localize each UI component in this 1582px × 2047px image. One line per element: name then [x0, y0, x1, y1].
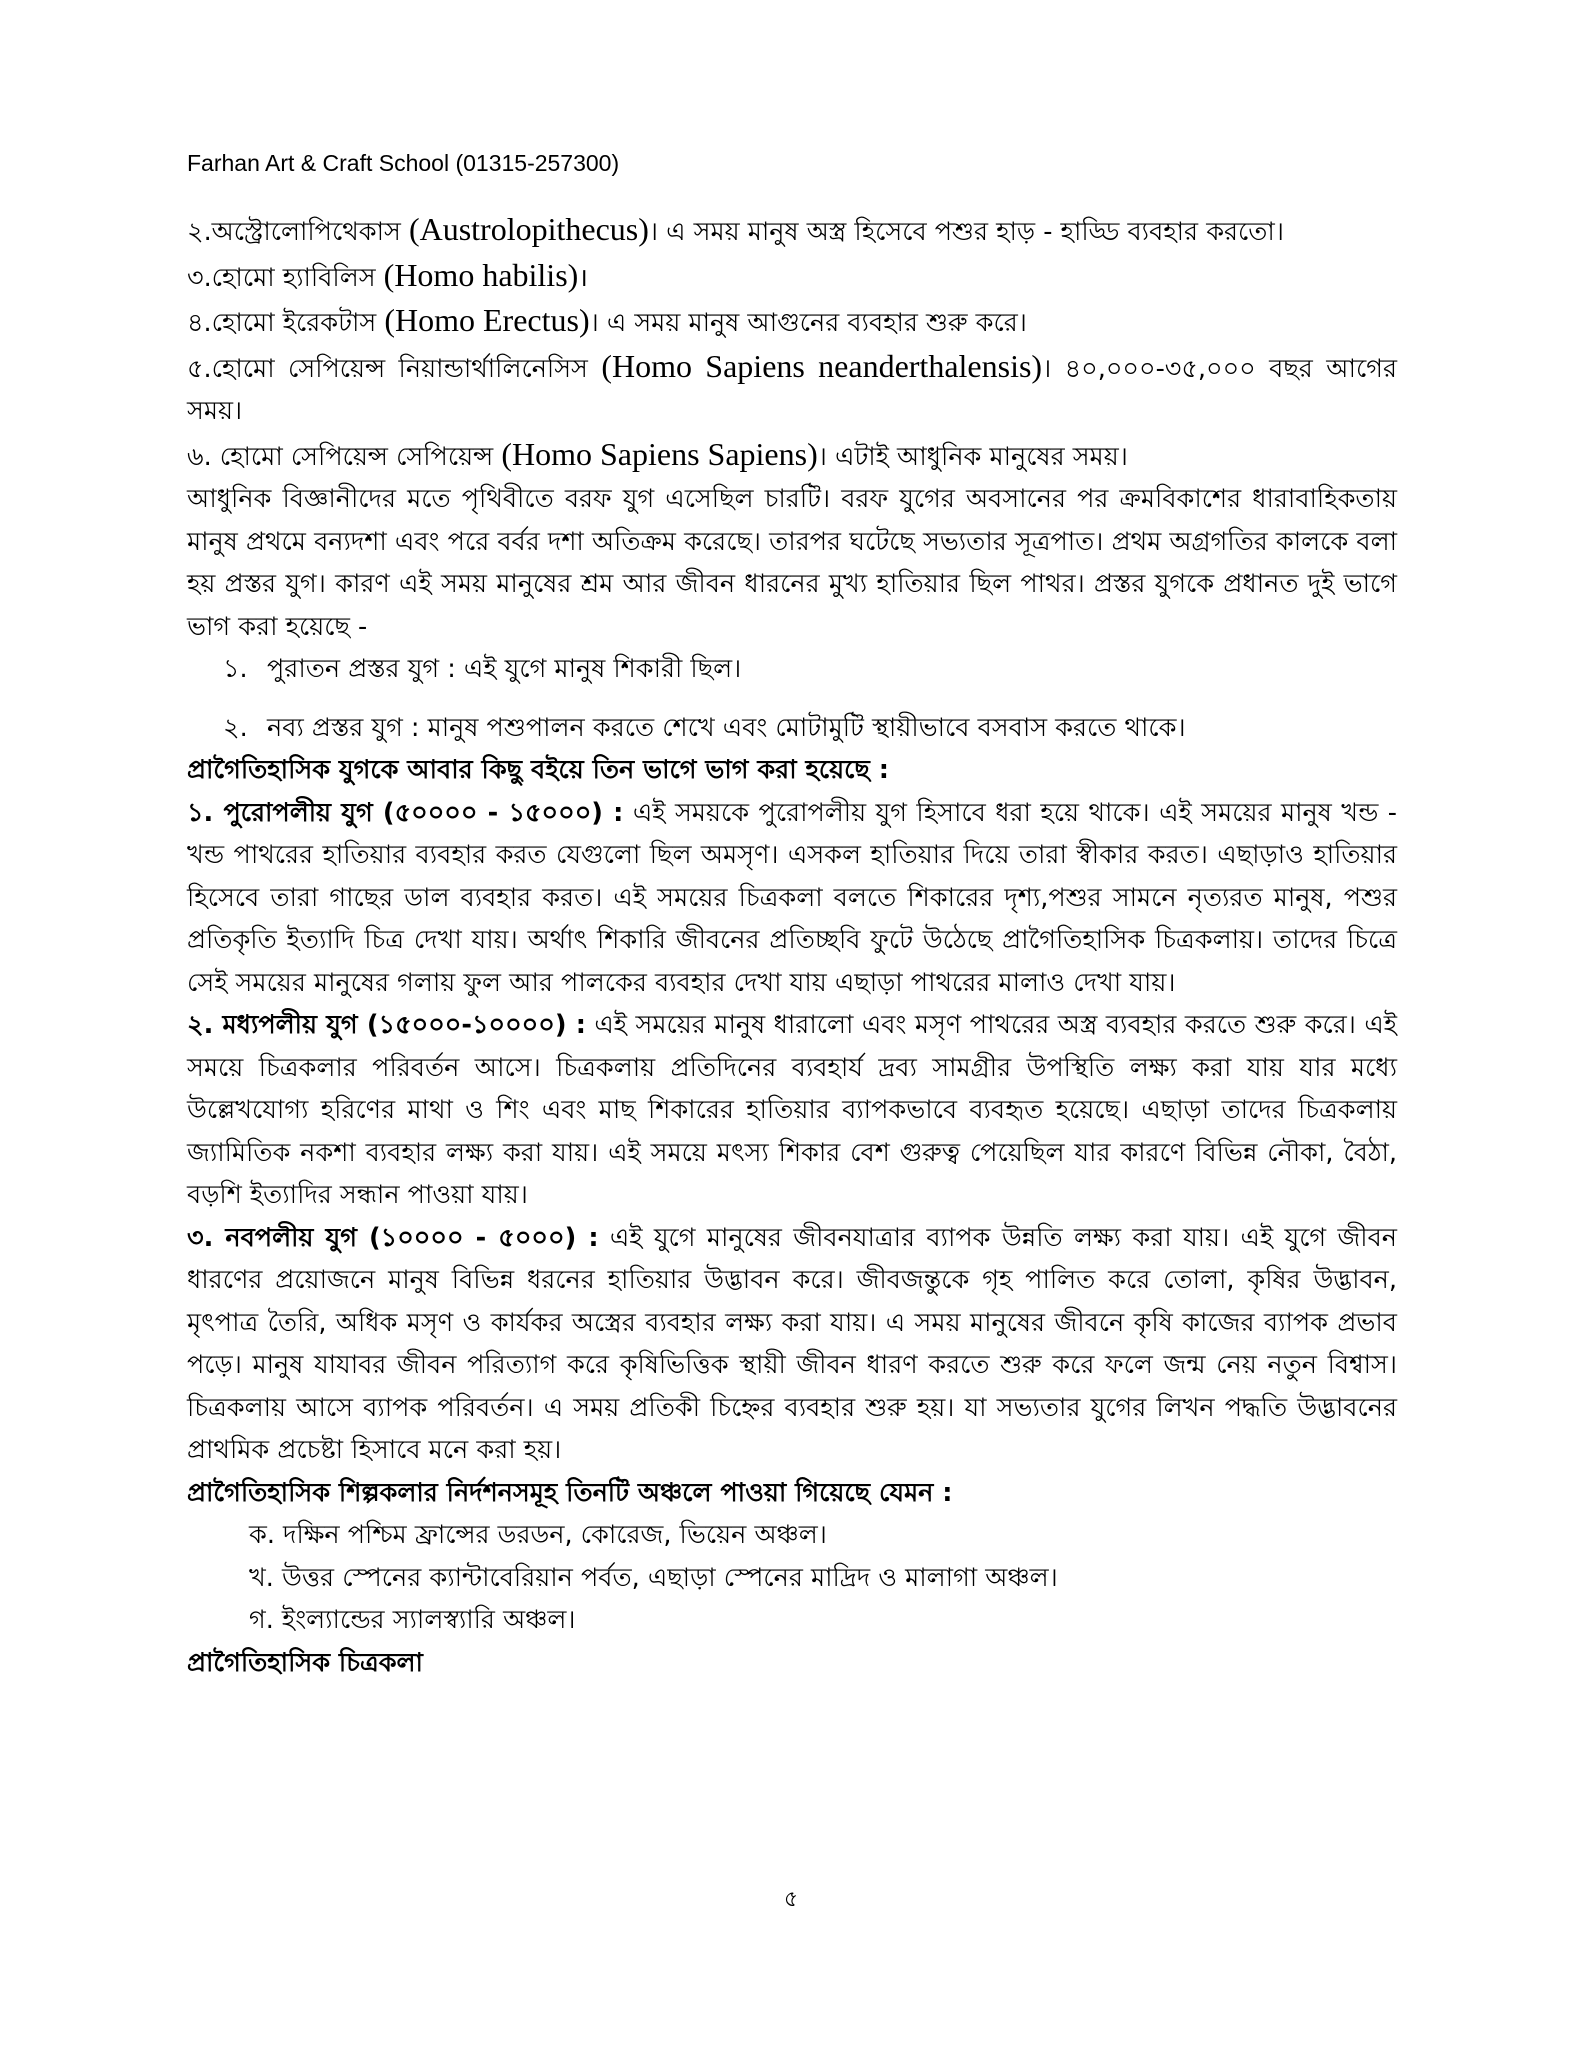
stage-bangla-name: ৬. হোমো সেপিয়েন্স সেপিয়েন্স: [187, 441, 502, 472]
era-title: ৩. নবপলীয় যুগ (১০০০০ - ৫০০০) :: [187, 1222, 599, 1253]
stage-latin-name: (Homo Sapiens Sapiens): [501, 435, 818, 472]
era-paragraph: [187, 1217, 1397, 1472]
stage-item: [187, 433, 1397, 479]
intro-paragraph: আধুনিক বিজ্ঞানীদের মতে পৃথিবীতে বরফ যুগ এসেছিল চারটি। বরফ যুগের অবসানের পর ক্রমবিকাশের ধারাবাহিকতায় মানুষ প্রথমে বন্যদশা এবং পরে বর্বর দশা অতিক্রম করেছে। তারপর ঘটেছে সভ্যতার সূত্রপাত। প্রথম অগ্রগতির কালকে বলা হয় প্রস্তর যুগ। কারণ এই সময় মানুষের শ্রম আর জীবন ধারনের মুখ্য হাতিয়ার ছিল পাথর। প্রস্তর যুগকে প্রধানত দুই ভাগে ভাগ করা হয়েছে -: [187, 484, 1397, 642]
school-header: Farhan Art & Craft School (01315-257300): [187, 150, 620, 176]
stage-item: [187, 299, 1397, 345]
stone-age-item: [187, 648, 1397, 691]
page-content: [187, 208, 1397, 1684]
stage-description: । এটাই আধুনিক মানুষের সময়।: [817, 441, 1128, 472]
item-number: ১.: [223, 654, 248, 684]
item-text: নব্য প্রস্তর যুগ : মানুষ পশুপালন করতে শেখে এবং মোটামুটি স্থায়ীভাবে বসবাস করতে থাকে।: [267, 712, 1186, 743]
era-title: ১. পুরোপলীয় যুগ (৫০০০০ - ১৫০০০) :: [187, 797, 624, 828]
stage-bangla-name: ২.অস্ট্রোলোপিথেকাস: [187, 217, 409, 247]
stage-bangla-name: ৪.হোমো ইরেকটাস: [187, 308, 385, 338]
era-title: ২. মধ্যপলীয় যুগ (১৫০০০-১০০০০) :: [187, 1010, 586, 1040]
item-number: ২.: [223, 712, 248, 743]
stage-bangla-name: ৫.হোমো সেপিয়েন্স নিয়ান্ডার্থালিনেসিস: [187, 353, 602, 384]
stone-age-item: [187, 707, 1397, 750]
era-paragraph: [187, 792, 1397, 1005]
region-item: ক. দক্ষিন পশ্চিম ফ্রান্সের ডরডন, কোরেজ, ভিয়েন অঞ্চল।: [249, 1520, 827, 1550]
stage-description: । এ সময় মানুষ আগুনের ব্যবহার শুরু করে।: [589, 308, 1027, 338]
stage-item: [187, 345, 1397, 433]
stage-latin-name: (Homo Sapiens neanderthalensis): [601, 347, 1043, 384]
stage-latin-name: (Homo habilis): [383, 256, 579, 293]
stage-latin-name: (Homo Erectus): [384, 302, 590, 338]
stage-description: । ৪০,০০০-৩৫,০০০ বছর আগের সময়।: [187, 353, 1397, 426]
stage-item: [187, 254, 1397, 300]
page-number: ৫: [783, 1887, 799, 1912]
item-text: পুরাতন প্রস্তর যুগ : এই যুগে মানুষ শিকারী ছিল।: [267, 654, 742, 684]
stage-latin-name: (Austrolopithecus): [408, 211, 649, 247]
stage-description: । এ সময় মানুষ অস্ত্র হিসেবে পশুর হাড় - হাড্ডি ব্যবহার করতো।: [648, 217, 1284, 247]
section-heading: প্রাগৈতিহাসিক শিল্পকলার নির্দশনসমূহ তিনটি অঞ্চলে পাওয়া গিয়েছে যেমন :: [187, 1477, 953, 1508]
stage-item: [187, 208, 1397, 254]
era-text: এই সময়ের মানুষ ধারালো এবং মসৃণ পাথরের অস্ত্র ব্যবহার করতে শুরু করে। এই সময়ে চিত্রকলার পরিবর্তন আসে। চিত্রকলায় প্রতিদিনের ব্যবহার্য দ্রব্য সামগ্রীর উপস্থিতি লক্ষ্য করা যায় যার মধ্যে উল্লেখযোগ্য হরিণের মাথা ও শিং এবং মাছ শিকারের হাতিয়ার ব্যাপকভাবে ব্যবহৃত হয়েছে। এছাড়া তাদের চিত্রকলায় জ্যামিতিক নকশা ব্যবহার লক্ষ্য করা যায়। এই সময়ে মৎস্য শিকার বেশ গুরুত্ব পেয়েছিল যার কারণে বিভিন্ন নৌকা, বৈঠা, বড়শি ইত্যাদির সন্ধান পাওয়া যায়।: [187, 1010, 1397, 1210]
section-heading: প্রাগৈতিহাসিক যুগকে আবার কিছু বইয়ে তিন ভাগে ভাগ করা হয়েছে :: [187, 755, 889, 785]
era-paragraph: [187, 1004, 1397, 1217]
region-item: গ. ইংল্যান্ডের স্যালস্ব্যারি অঞ্চল।: [249, 1605, 576, 1635]
era-text: এই যুগে মানুষের জীবনযাত্রার ব্যাপক উন্নতি লক্ষ্য করা যায়। এই যুগে জীবন ধারণের প্রয়োজনে মানুষ বিভিন্ন ধরনের হাতিয়ার উদ্ভাবন করে। জীবজন্তুকে গৃহ পালিত করে তোলা, কৃষির উদ্ভাবন, মৃৎপাত্র তৈরি, অধিক মসৃণ ও কার্যকর অস্ত্রের ব্যবহার লক্ষ্য করা যায়। এ সময় মানুষের জীবনে কৃষি কাজের ব্যাপক প্রভাব পড়ে। মানুষ যাযাবর জীবন পরিত্যাগ করে কৃষিভিত্তিক স্থায়ী জীবন ধারণ করতে শুরু করে ফলে জন্ম নেয় নতুন বিশ্বাস। চিত্রকলায় আসে ব্যাপক পরিবর্তন। এ সময় প্রতিকী চিহ্নের ব্যবহার শুরু হয়। যা সভ্যতার যুগের লিখন পদ্ধতি উদ্ভাবনের প্রাথমিক প্রচেষ্টা হিসাবে মনে করা হয়।: [187, 1222, 1397, 1465]
stage-description: ।: [578, 262, 588, 293]
era-text: এই সময়কে পুরোপলীয় যুগ হিসাবে ধরা হয়ে থাকে। এই সময়ের মানুষ খন্ড - খন্ড পাথরের হাতিয়ার ব্যবহার করত যেগুলো ছিল অমসৃণ। এসকল হাতিয়ার দিয়ে তারা স্বীকার করত। এছাড়াও হাতিয়ার হিসেবে তারা গাছের ডাল ব্যবহার করত। এই সময়ের চিত্রকলা বলতে শিকারের দৃশ্য,পশুর সামনে নৃত্যরত মানুষ, পশুর প্রতিকৃতি ইত্যাদি চিত্র দেখা যায়। অর্থাৎ শিকারি জীবনের প্রতিচ্ছবি ফুটে উঠেছে প্রাগৈতিহাসিক চিত্রকলায়। তাদের চিত্রে সেই সময়ের মানুষের গলায় ফুল আর পালকের ব্যবহার দেখা যায় এছাড়া পাথরের মালাও দেখা যায়।: [187, 797, 1397, 998]
region-item: খ. উত্তর স্পেনের ক্যান্টাবেরিয়ান পর্বত, এছাড়া স্পেনের মাদ্রিদ ও মালাগা অঞ্চল।: [249, 1562, 1058, 1593]
section-heading: প্রাগৈতিহাসিক চিত্রকলা: [187, 1647, 423, 1678]
stage-bangla-name: ৩.হোমো হ্যাবিলিস: [187, 262, 384, 293]
